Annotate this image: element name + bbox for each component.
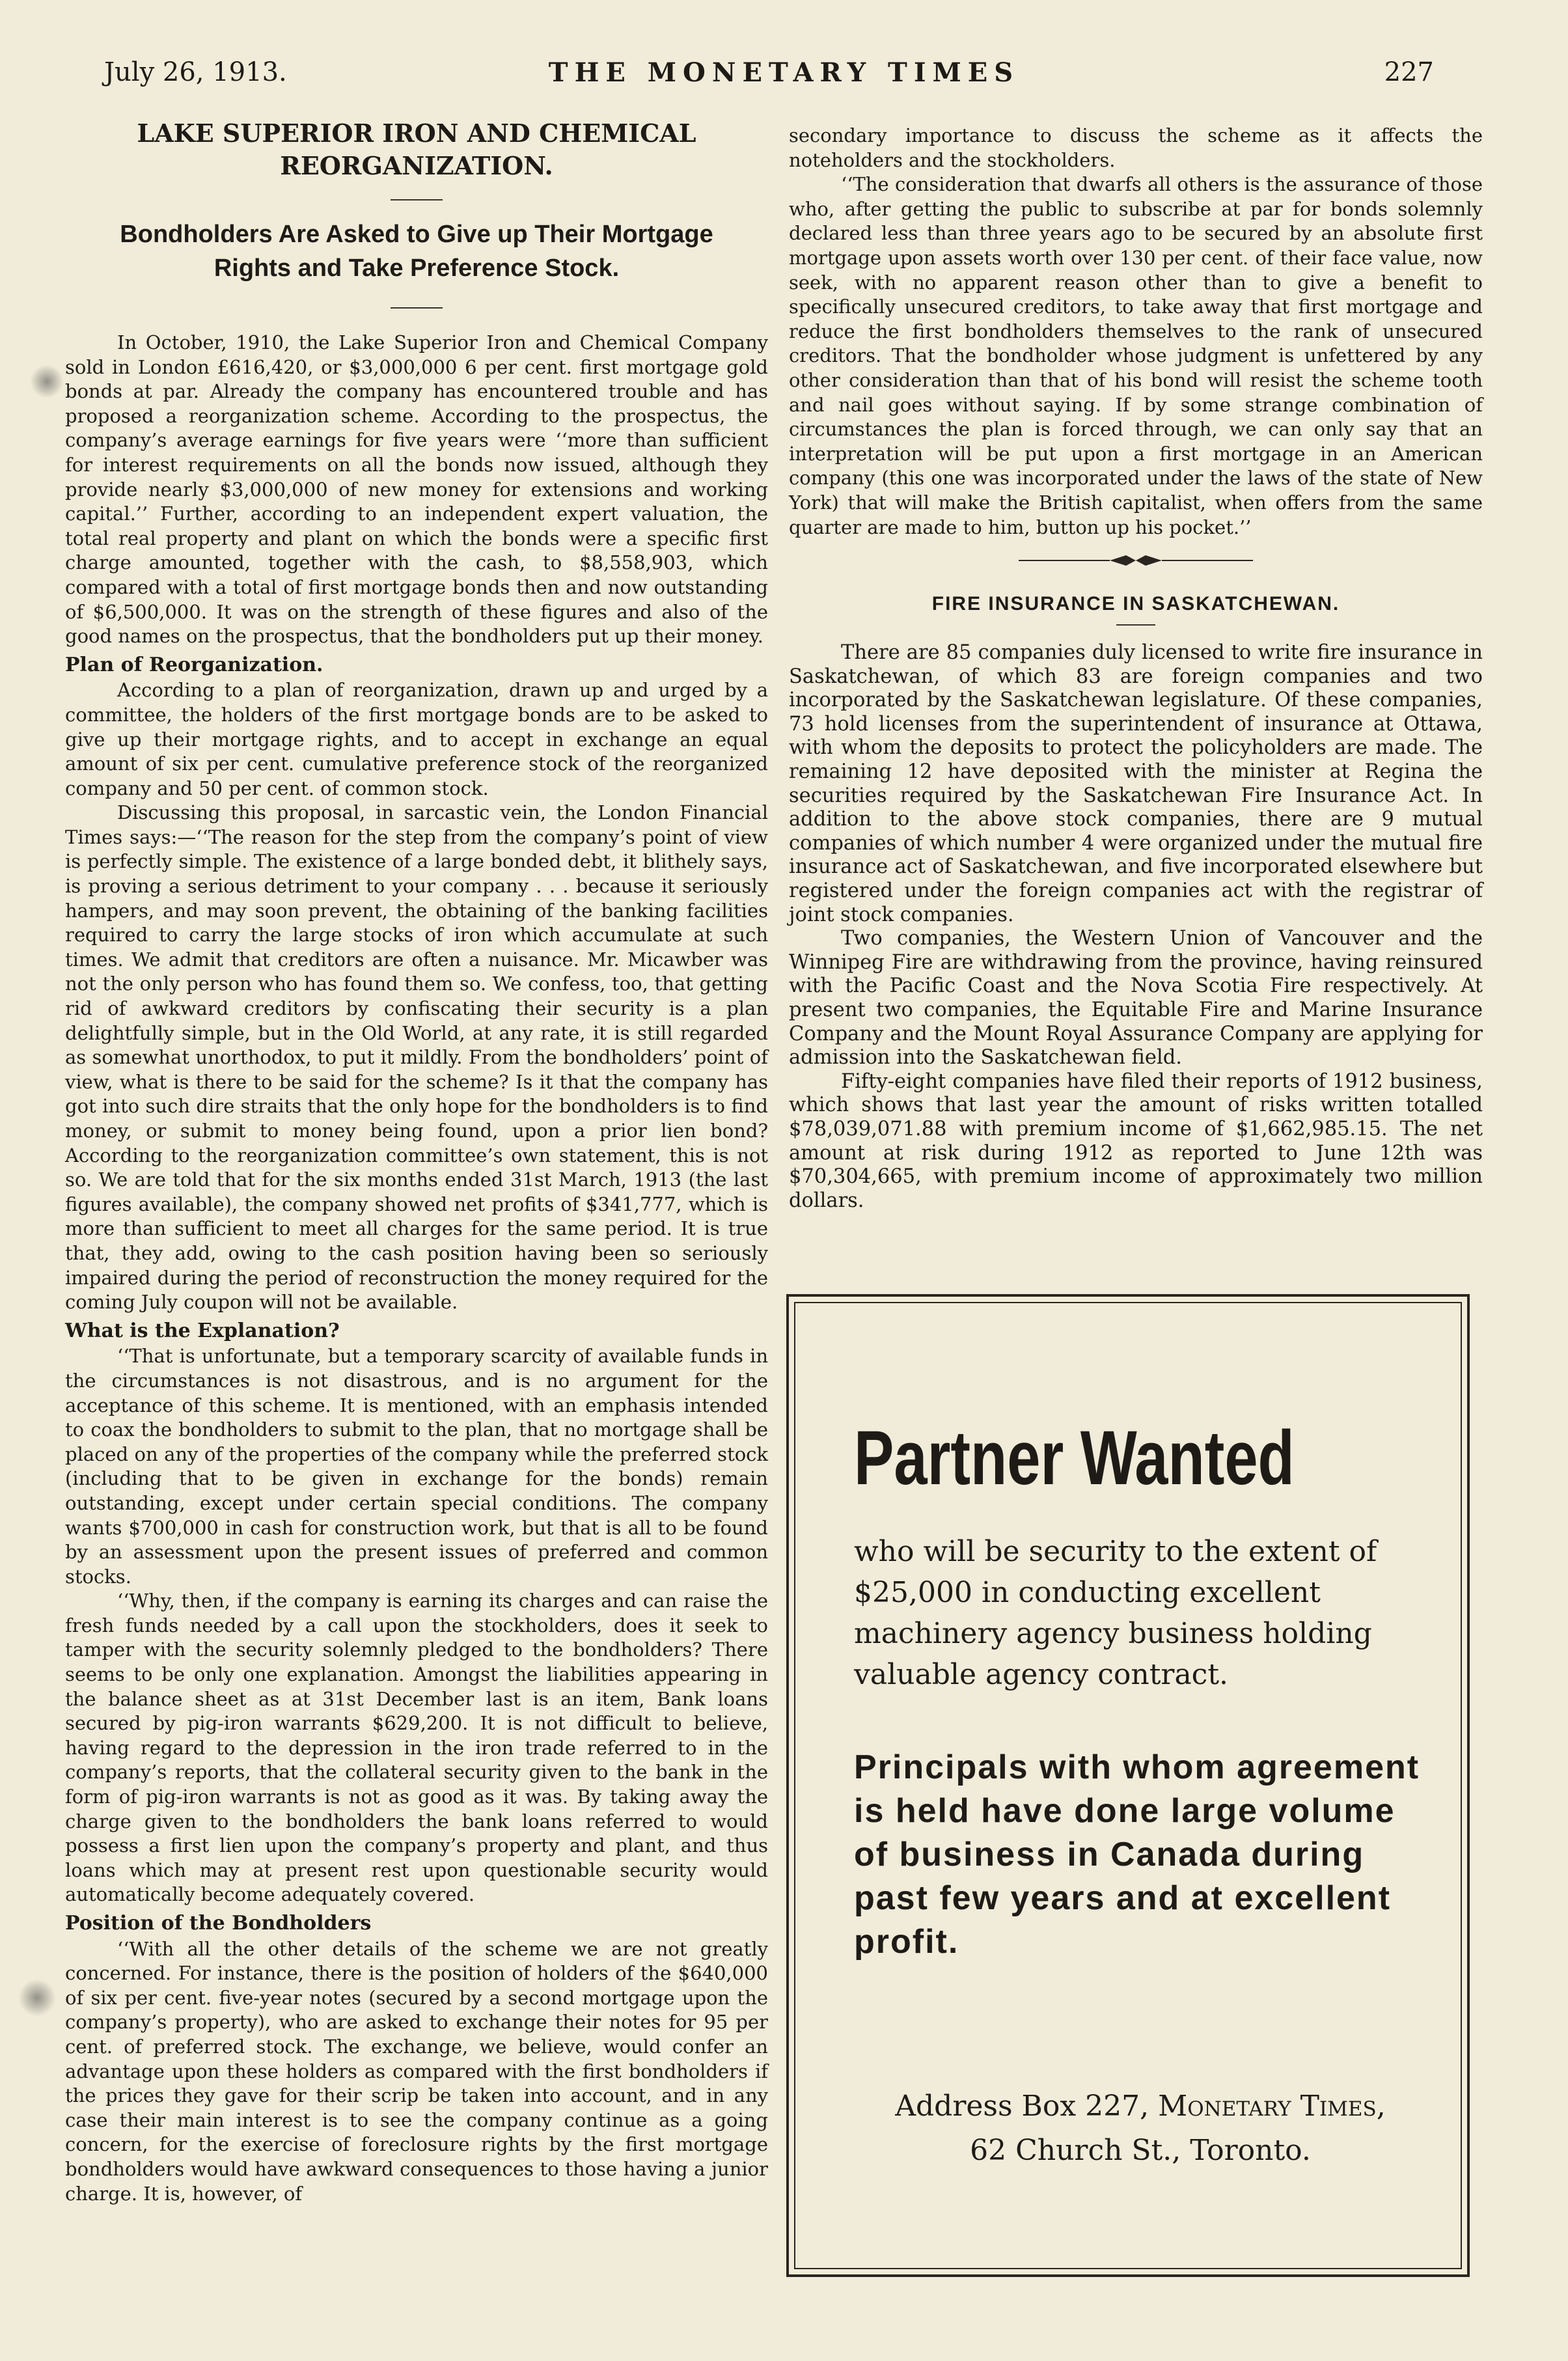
article-body [65,331,768,2206]
issue-date: July 26, 1913. [104,57,287,87]
article-paragraph: ‘‘With all the other details of the scheme we are not greatly concerned. For instance, there is the position of holders of the $640,000 of six per cent. five-year notes (secured by a second mortgage upon the company’s property), who are asked to exchange their notes for 95 per cent. of preferred stock. The exchange, we believe, would confer an advantage upon these holders as compared with the first bondholders if the prices they gave for their scrip be taken into account, and in any case their main interest is to see the company continue as a going concern, for the exercise of foreclosure rights by the first mortgage bondholders would have awkward consequences to those having a junior charge. It is, however, of [65,1937,768,2205]
article-subtitle: Bondholders Are Asked to Give up Their Mortgage Rights and Take Preference Stock. [120,221,713,282]
article-continuation [789,124,1483,540]
subheading-plan: Plan of Reorganization. [65,653,323,676]
article-paragraph: secondary importance to discuss the scheme as it affects the noteholders and the stockholders. [789,124,1483,171]
ad-address-street: 62 Church St., Toronto. [970,2134,1311,2167]
article-paragraph: ‘‘The consideration that dwarfs all others is the assurance of those who, after getting the public to subscribe at par for bonds solemnly declared less than three years ago to be secured by an absolute first mortgage upon assets worth over 130 per cent. of their face value, now seek, with no apparent reason other than to give a benefit to specifically unsecured creditors, to take away that first mortgage and reduce the first bondholders themselves to the rank of unsecured creditors. That the bondholder whose judgment is unfettered by any other consideration than that of his bond will resist the scheme tooth and nail goes without saying. If by some strange combination of circumstances the plan is forced through, we can only say that an interpretation will be put upon a first mortgage in an American company (this one was incorporated under the laws of the state of New York) that will make the British capitalist, when offers from the same quarter are made to him, button up his pocket.’’ [789,173,1483,538]
article-paragraph: ‘‘Why, then, if the company is earning its charges and can raise the fresh funds needed by a call upon the stockholders, does it seek to tamper with the security solemnly pledged to the bondholders? There seems to be only one explanation. Amongst the liabilities appearing in the balance sheet as at 31st December last is an item, Bank loans secured by pig-iron warrants $629,200. It is not difficult to believe, having regard to the depression in the iron trade referred to in the company’s reports, that the collateral security given to the bank in the form of pig-iron warrants is not as good as it was. By taking away the charge given to the bondholders the bank loans referred to would possess a first lien upon the company’s property and plant, and thus loans which may at present rest upon questionable security would automatically become adequately covered. [65,1590,768,1906]
left-column [65,117,768,2206]
ad-address-publication: Monetary Times, [1158,2090,1386,2123]
ad-address-box: Address Box 227, [895,2090,1149,2123]
scan-blemish [18,1979,56,2017]
article-title: LAKE SUPERIOR IRON AND CHEMICAL REORGANIZATION. [137,118,696,180]
ad-address [854,2084,1427,2173]
subtitle-rule [391,307,443,309]
article-paragraph: Discussing this proposal, in sarcastic vein, the London Financial Times says:—‘‘The reason for the step from the company’s point of view is perfectly simple. The existence of a large bonded debt, it blithely says, is proving a serious detriment to your company . . . because it seriously hampers, and may soon prevent, the obtaining of the banking facilities required to carry the large stocks of iron which accumulate at such times. We admit that creditors are often a nuisance. Mr. Micawber was not the only person who has found them so. We confess, too, that getting rid of awkward creditors by confiscating their security is a plan delightfully simple, but in the Old World, at any rate, it is still regarded as somewhat unorthodox, to put it mildly. From the bondholders’ point of view, what is there to be said for the scheme? Is it that the company has got into such dire straits that the only hope for the bondholders is to find money, or submit to money being found, upon a prior lien bond? According to the reorganization committee’s own statement, this is not so. We are told that for the six months ended 31st March, 1913 (the last figures available), the company showed net profits of $341,777, which is more than sufficient to meet all charges for the same period. It is true that, they add, owing to the cash position having been so seriously impaired during the period of reconstruction the money required for the coming July coupon will not be available. [65,801,768,1314]
fire-article-body [789,641,1483,1213]
scan-blemish [30,365,64,398]
ornament-divider-icon [1019,553,1253,568]
fire-title-rule [1116,624,1155,626]
fire-paragraph: There are 85 companies duly licensed to write fire insurance in Saskatchewan, of which 83 are foreign companies and two incorporated by the Saskatchewan legislature. Of these companies, 73 hold licenses from the superintendent of insurance at Ottawa, with whom the deposits to protect the policyholders are made. The remaining 12 have deposited with the minister at Regina the securities required by the Saskatchewan Fire Insurance Act. In addition to the above stock companies, there are 9 mutual companies of which number 4 were organized under the mutual fire insurance act of Saskatchewan, and five incorporated elsewhere but registered under the foreign companies act with the registrar of joint stock companies. [789,641,1483,926]
ad-headline: Partner Wanted [854,1415,1295,1501]
page-number: 227 [1384,57,1434,87]
partner-wanted-advertisement [786,1294,1470,2277]
subheading-position: Position of the Bondholders [65,1912,372,1935]
article-paragraph: In October, 1910, the Lake Superior Iron and Chemical Company sold in London £616,420, or $3,000,000 6 per cent. first mortgage gold bonds at par. Already the company has encountered trouble and has proposed a reorganization scheme. According to the prospectus, the company’s average earnings for five years were ‘‘more than sufficient for interest requirements on all the bonds now issued, although they provide nearly $3,000,000 of new money for extensions and working capital.’’ Further, according to an independent expert valuation, the total real property and plant on which the bonds were a specific first charge amounted, together with the cash, to $8,558,903, which compared with a total of first mortgage bonds then and now outstanding of $6,500,000. It was on the strength of these figures and also of the good names on the prospectus, that the bondholders put up their money. [65,331,768,648]
ad-description: who will be security to the extent of $25,000 in conducting excellent machinery agency business holding valuable agency contract. [854,1535,1377,1691]
right-column [789,124,1483,1213]
masthead-title: THE MONETARY TIMES [548,57,1020,88]
fire-paragraph: Two companies, the Western Union of Vancouver and the Winnipeg Fire are withdrawing from the province, having reinsured with the Pacific Coast and the Nova Scotia Fire respectively. At present two companies, the Equitable Fire and Marine Insurance Company and the Mount Royal Assurance Company are applying for admission into the Saskatchewan field. [789,927,1483,1070]
ad-highlight: Principals with whom agreement is held have done large volume of business in Canada during past few years and at excellent profit. [854,1748,1420,1961]
section-ornament [789,553,1483,571]
article-paragraph: ‘‘That is unfortunate, but a temporary scarcity of available funds in the circumstances is not disastrous, and is no argument for the acceptance of this scheme. It is mentioned, with an emphasis intended to coax the bondholders to submit to the plan, that no mortgage shall be placed on any of the properties of the company while the preferred stock (including that to be given in exchange for the bonds) remain outstanding, except under certain special conditions. The company wants $700,000 in cash for construction work, but that is all to be found by an assessment upon the present issues of preferred and common stocks. [65,1345,768,1588]
title-rule [391,199,443,200]
article-paragraph: According to a plan of reorganization, drawn up and urged by a committee, the holders of the first mortgage bonds are to be asked to give up their mortgage rights, and to accept in exchange an equal amount of six per cent. cumulative preference stock of the reorganized company and 50 per cent. of common stock. [65,679,768,799]
fire-paragraph: Fifty-eight companies have filed their reports of 1912 business, which shows that last year the amount of risks written totalled $78,039,071.88 with premium income of $1,662,985.15. The net amount at risk during 1912 as reported to June 12th was $70,304,665, with premium income of approximately two million dollars. [789,1070,1483,1212]
fire-article-title: FIRE INSURANCE IN SASKATCHEWAN. [931,593,1340,615]
subheading-explanation: What is the Explanation? [65,1319,340,1342]
